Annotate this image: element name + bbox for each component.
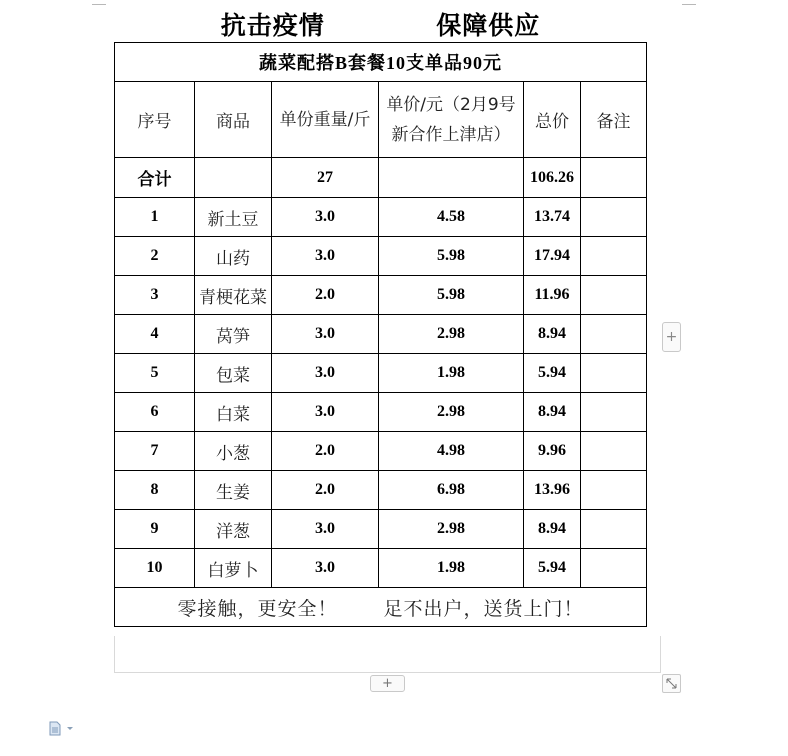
row-price: 6.98 [379, 471, 524, 510]
table-row [115, 393, 647, 432]
row-price: 4.58 [379, 198, 524, 237]
page-corner-mark [682, 4, 696, 5]
row-weight: 2.0 [272, 432, 379, 471]
row-total: 17.94 [524, 237, 581, 276]
header-row [115, 82, 647, 158]
title-right: 保障供应 [436, 10, 541, 40]
row-item: 山药 [195, 237, 272, 276]
row-seq: 4 [115, 315, 195, 354]
row-note [581, 237, 647, 276]
row-price: 5.98 [379, 276, 524, 315]
row-seq: 2 [115, 237, 195, 276]
row-item: 白菜 [195, 393, 272, 432]
table-row [115, 276, 647, 315]
price-table [114, 5, 647, 627]
row-total: 11.96 [524, 276, 581, 315]
row-seq: 10 [115, 549, 195, 588]
row-item: 莴笋 [195, 315, 272, 354]
table-resize-handle[interactable] [662, 674, 681, 693]
row-note [581, 315, 647, 354]
row-note [581, 276, 647, 315]
row-seq: 7 [115, 432, 195, 471]
total-item [195, 158, 272, 198]
row-note [581, 471, 647, 510]
row-seq: 1 [115, 198, 195, 237]
row-note [581, 393, 647, 432]
table-drop-zone [114, 636, 661, 673]
row-seq: 5 [115, 354, 195, 393]
row-weight: 2.0 [272, 276, 379, 315]
row-seq: 8 [115, 471, 195, 510]
row-item: 小葱 [195, 432, 272, 471]
row-total: 13.96 [524, 471, 581, 510]
page-corner-mark [92, 4, 106, 5]
row-total: 5.94 [524, 354, 581, 393]
row-seq: 3 [115, 276, 195, 315]
row-weight: 3.0 [272, 510, 379, 549]
row-item: 洋葱 [195, 510, 272, 549]
add-column-button[interactable] [662, 322, 681, 352]
header-weight: 单份重量/斤 [272, 82, 379, 158]
table-row [115, 354, 647, 393]
package-subtitle: 蔬菜配搭B套餐10支单品90元 [115, 43, 647, 82]
row-total: 13.74 [524, 198, 581, 237]
chevron-down-icon[interactable] [67, 727, 73, 730]
row-price: 5.98 [379, 237, 524, 276]
row-note [581, 432, 647, 471]
row-weight: 3.0 [272, 393, 379, 432]
total-weight: 27 [272, 158, 379, 198]
total-label: 合计 [115, 158, 195, 198]
footer-slogan [115, 588, 647, 627]
row-price: 4.98 [379, 432, 524, 471]
row-price: 2.98 [379, 315, 524, 354]
row-total: 9.96 [524, 432, 581, 471]
title-left: 抗击疫情 [220, 10, 325, 40]
row-weight: 3.0 [272, 354, 379, 393]
row-note [581, 549, 647, 588]
row-item: 青梗花菜 [195, 276, 272, 315]
row-note [581, 354, 647, 393]
total-row [115, 158, 647, 198]
total-sum: 106.26 [524, 158, 581, 198]
row-total: 5.94 [524, 549, 581, 588]
header-price: 单价/元（2月9号新合作上津店） [379, 82, 524, 158]
row-price: 1.98 [379, 354, 524, 393]
table-row [115, 198, 647, 237]
row-item: 包菜 [195, 354, 272, 393]
row-note [581, 198, 647, 237]
row-item: 新土豆 [195, 198, 272, 237]
table-row [115, 510, 647, 549]
total-price [379, 158, 524, 198]
row-total: 8.94 [524, 315, 581, 354]
row-price: 2.98 [379, 510, 524, 549]
row-item: 生姜 [195, 471, 272, 510]
plus-icon: + [665, 329, 678, 345]
header-note: 备注 [581, 82, 647, 158]
row-weight: 3.0 [272, 237, 379, 276]
table-row [115, 549, 647, 588]
table-row [115, 315, 647, 354]
document-icon[interactable] [49, 721, 61, 736]
row-price: 2.98 [379, 393, 524, 432]
row-weight: 3.0 [272, 315, 379, 354]
table-row [115, 432, 647, 471]
plus-icon: + [382, 676, 393, 691]
total-note [581, 158, 647, 198]
table-row [115, 471, 647, 510]
row-total: 8.94 [524, 393, 581, 432]
row-price: 1.98 [379, 549, 524, 588]
header-seq: 序号 [115, 82, 195, 158]
row-total: 8.94 [524, 510, 581, 549]
slogan-left: 零接触，更安全！ [177, 597, 338, 620]
header-total: 总价 [524, 82, 581, 158]
row-seq: 6 [115, 393, 195, 432]
row-weight: 3.0 [272, 198, 379, 237]
add-row-button[interactable] [370, 675, 405, 692]
slogan-right: 足不出户，送货上门！ [383, 597, 584, 620]
row-weight: 3.0 [272, 549, 379, 588]
row-item: 白萝卜 [195, 549, 272, 588]
row-note [581, 510, 647, 549]
resize-icon [663, 675, 680, 692]
header-item: 商品 [195, 82, 272, 158]
row-seq: 9 [115, 510, 195, 549]
row-weight: 2.0 [272, 471, 379, 510]
table-row [115, 237, 647, 276]
document-title [115, 5, 647, 43]
